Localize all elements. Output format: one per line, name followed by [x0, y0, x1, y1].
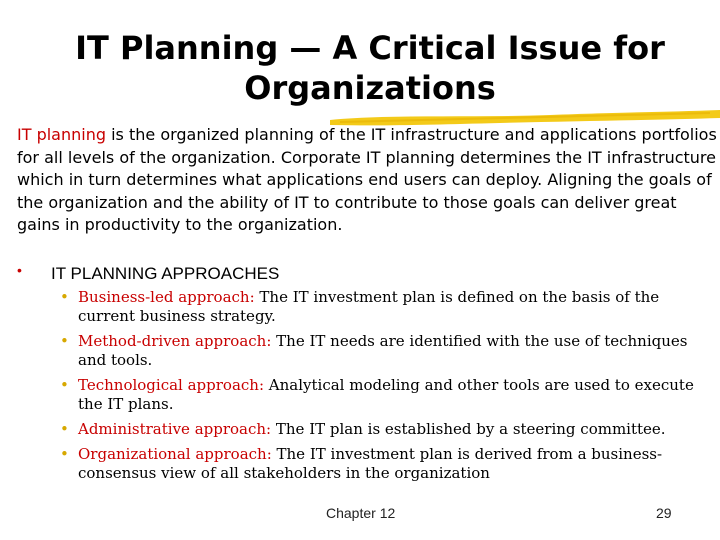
approach-term: Method-driven approach: — [78, 332, 272, 350]
bullet-icon: • — [60, 288, 69, 306]
title-line-2: Organizations — [244, 69, 496, 107]
list-item — [60, 445, 700, 483]
bullet-icon: • — [60, 332, 69, 350]
list-item — [60, 288, 700, 326]
section-bullet: • — [17, 262, 22, 278]
approach-term: Business-led approach: — [78, 288, 255, 306]
list-item — [60, 332, 700, 370]
title-line-1: IT Planning — A Critical Issue for — [75, 29, 665, 67]
page-number: 29 — [656, 505, 672, 521]
bullet-icon: • — [60, 420, 69, 438]
approach-text: The IT needs are identified with the use of techniques and tools. — [78, 332, 688, 369]
list-item — [60, 420, 700, 439]
intro-term: IT planning — [17, 125, 107, 144]
bullet-icon: • — [60, 376, 69, 394]
footer-chapter: Chapter 12 — [326, 505, 396, 521]
approach-text: Analytical modeling and other tools are used to execute the IT plans. — [78, 376, 694, 413]
approach-text: The IT investment plan is derived from a business-consensus view of all stakeholders in the organization — [78, 445, 663, 482]
approach-text: The IT plan is established by a steering committee. — [271, 420, 666, 438]
intro-text: is the organized planning of the IT infrastructure and applications portfolios for all levels of the organization. Corporate IT planning determines the IT infrastructure which in turn determines what applications end users can deploy. Aligning the goals of the organization and the ability of IT to contribute to those goals can deliver great gains in productivity to the organization. — [17, 125, 717, 234]
list-item — [60, 376, 700, 414]
section-heading: IT PLANNING APPROACHES — [51, 264, 280, 283]
approach-term: Organizational approach: — [78, 445, 272, 463]
approach-term: Administrative approach: — [78, 420, 272, 438]
approaches-list — [60, 288, 700, 489]
approach-term: Technological approach: — [78, 376, 265, 394]
slide-title — [20, 28, 720, 108]
bullet-icon: • — [60, 445, 69, 463]
intro-paragraph — [17, 124, 717, 237]
approach-text: The IT investment plan is defined on the basis of the current business strategy. — [78, 288, 660, 325]
